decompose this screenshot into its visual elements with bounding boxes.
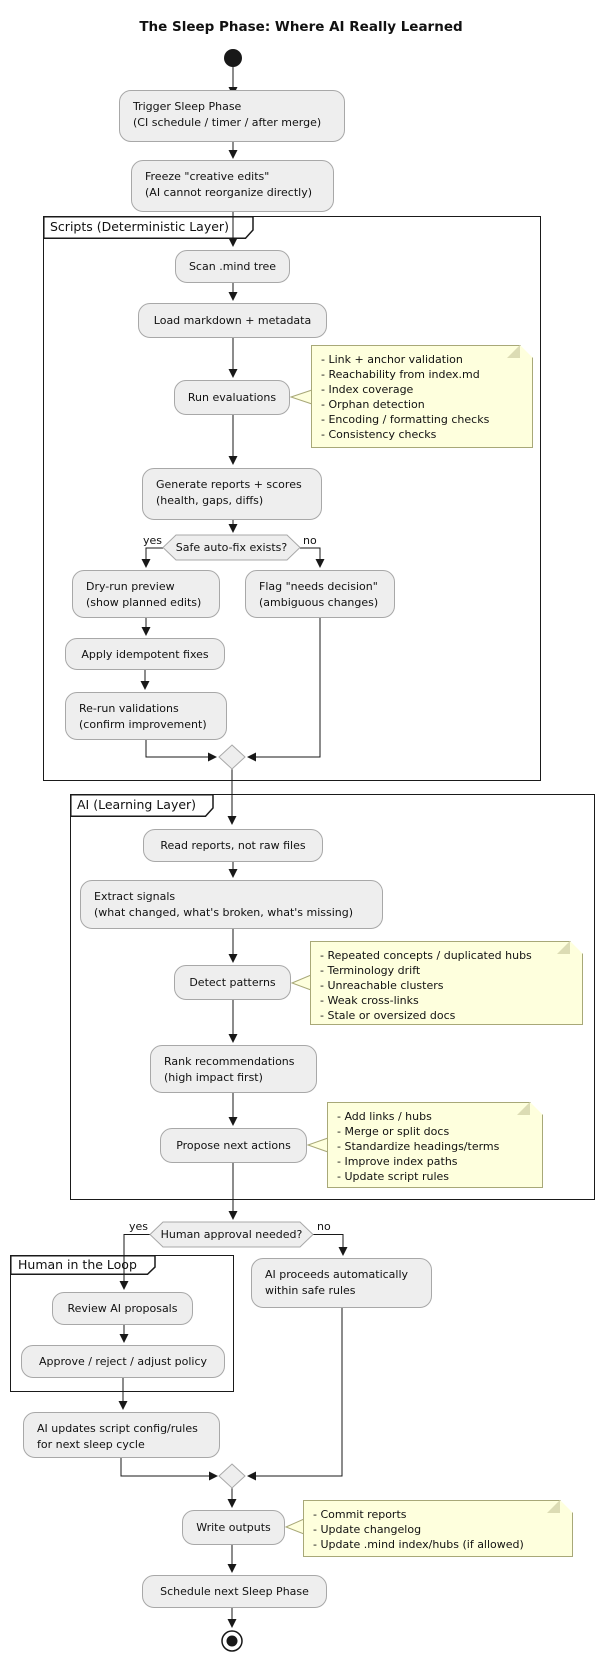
note-line: - Improve index paths (337, 1155, 458, 1168)
activity-line: Dry-run preview (86, 580, 175, 593)
activity-line: (high impact first) (164, 1071, 263, 1084)
edge-rerun-merge (146, 740, 216, 757)
edge-approval-no-proceeds (313, 1235, 343, 1256)
activity-line: (AI cannot reorganize directly) (145, 186, 313, 199)
activity-line: (show planned edits) (86, 596, 202, 609)
activity-review-ai-proposals (52, 1292, 193, 1325)
activity-line: for next sleep cycle (37, 1438, 145, 1451)
activity-line: (ambiguous changes) (259, 596, 379, 609)
note-connector-detect-patterns (292, 975, 311, 990)
activity-line: Re-run validations (79, 702, 179, 715)
partition-scripts-label: Scripts (Deterministic Layer) (50, 219, 229, 234)
note-fold-corner (520, 345, 533, 358)
activity-load-markdown-metadata (138, 303, 327, 338)
activity-label: Schedule next Sleep Phase (160, 1585, 309, 1598)
activity-run-evaluations (174, 380, 290, 415)
activity-label: Detect patterns (189, 976, 276, 989)
activity-line: within safe rules (265, 1284, 356, 1297)
activity-rerun-validations (65, 692, 227, 740)
activity-line: Extract signals (94, 890, 176, 903)
note-line: - Commit reports (313, 1508, 407, 1521)
activity-label: Read reports, not raw files (160, 839, 306, 852)
diagram-title: The Sleep Phase: Where AI Really Learned (139, 19, 463, 35)
note-write-outputs (303, 1500, 573, 1557)
activity-approve-reject-adjust (21, 1345, 225, 1378)
branch-label-no-human-approval: no (317, 1220, 331, 1233)
activity-label: Load markdown + metadata (153, 314, 312, 327)
note-connector-run-evaluations (291, 390, 312, 404)
activity-dry-run-preview (72, 570, 220, 618)
activity-line: AI updates script config/rules (37, 1422, 198, 1435)
activity-ai-proceeds-automatically (251, 1258, 432, 1308)
branch-label-no-safe-autofix: no (303, 534, 317, 547)
activity-schedule-next-sleep-phase (142, 1575, 327, 1608)
activity-line: Freeze "creative edits" (145, 170, 270, 183)
note-line: - Terminology drift (320, 964, 421, 977)
note-line: - Update script rules (337, 1170, 449, 1183)
activity-line: Rank recommendations (164, 1055, 295, 1068)
note-fold-corner (560, 1500, 573, 1513)
activity-propose-next-actions (160, 1128, 307, 1163)
note-line: - Update .mind index/hubs (if allowed) (313, 1538, 524, 1551)
activity-line: (CI schedule / timer / after merge) (133, 116, 322, 129)
partition-human-label: Human in the Loop (18, 1257, 137, 1272)
activity-label: Apply idempotent fixes (81, 647, 209, 661)
activity-line: (health, gaps, diffs) (156, 494, 264, 507)
edge-decision-yes-dryrun (146, 548, 163, 567)
activity-scan-mind-tree (175, 250, 290, 283)
note-line: - Consistency checks (321, 428, 437, 441)
end-node-dot (227, 1636, 238, 1647)
edge-decision-no-flag (300, 548, 320, 567)
decision-human-approval-label: Human approval needed? (160, 1228, 303, 1241)
activity-line: Generate reports + scores (156, 478, 302, 491)
note-line: - Repeated concepts / duplicated hubs (320, 949, 532, 962)
activity-label: Write outputs (196, 1521, 271, 1534)
activity-label: Review AI proposals (67, 1302, 178, 1315)
merge-diamond-final (219, 1464, 245, 1488)
note-line: - Weak cross-links (320, 994, 419, 1007)
activity-flag-needs-decision (245, 570, 395, 618)
activity-label: Scan .mind tree (188, 260, 277, 273)
start-node (224, 49, 242, 67)
edge-flag-merge (248, 618, 320, 757)
activity-generate-reports (142, 468, 322, 520)
activity-detect-patterns (174, 965, 291, 1000)
note-line: - Orphan detection (321, 398, 425, 411)
activity-extract-signals (80, 880, 383, 929)
activity-line: (confirm improvement) (79, 718, 207, 731)
note-line: - Add links / hubs (337, 1110, 432, 1123)
note-connector-propose-actions (308, 1138, 328, 1152)
branch-label-yes-human-approval: yes (128, 1220, 148, 1233)
activity-label: Propose next actions (176, 1139, 291, 1152)
activity-line: (what changed, what's broken, what's missing) (94, 906, 354, 919)
activity-rank-recommendations (150, 1045, 317, 1093)
branch-label-yes-safe-autofix: yes (142, 534, 162, 547)
edge-updates-merge (121, 1458, 217, 1476)
activity-line: Flag "needs decision" (259, 580, 378, 593)
decision-safe-autofix-label: Safe auto-fix exists? (175, 541, 288, 554)
note-line: - Update changelog (313, 1523, 422, 1536)
edge-proceeds-merge (248, 1308, 342, 1476)
note-line: - Merge or split docs (337, 1125, 450, 1138)
note-run-evaluations (311, 345, 533, 448)
note-propose-actions (327, 1102, 543, 1188)
partition-ai-label: AI (Learning Layer) (77, 797, 197, 812)
note-line: - Unreachable clusters (320, 979, 444, 992)
note-line: - Link + anchor validation (321, 353, 463, 366)
activity-line: Trigger Sleep Phase (133, 100, 242, 113)
activity-label: Approve / reject / adjust policy (38, 1355, 208, 1368)
activity-trigger-sleep-phase (119, 90, 345, 142)
activity-ai-updates-script-config (23, 1412, 220, 1458)
note-fold-corner (570, 941, 583, 954)
activity-read-reports (143, 829, 323, 862)
note-line: - Index coverage (321, 383, 414, 396)
activity-label: Run evaluations (187, 391, 277, 404)
activity-freeze-creative-edits (131, 160, 334, 212)
note-line: - Reachability from index.md (321, 368, 480, 381)
note-line: - Encoding / formatting checks (321, 413, 490, 426)
note-line: - Standardize headings/terms (337, 1140, 500, 1153)
merge-diamond-scripts (219, 745, 245, 769)
activity-line: AI proceeds automatically (265, 1268, 409, 1281)
note-fold-corner (530, 1102, 543, 1115)
activity-apply-idempotent-fixes (65, 638, 225, 670)
activity-write-outputs (182, 1510, 285, 1545)
note-line: - Stale or oversized docs (320, 1009, 456, 1022)
note-connector-write-outputs (286, 1519, 304, 1534)
note-detect-patterns (310, 941, 583, 1025)
